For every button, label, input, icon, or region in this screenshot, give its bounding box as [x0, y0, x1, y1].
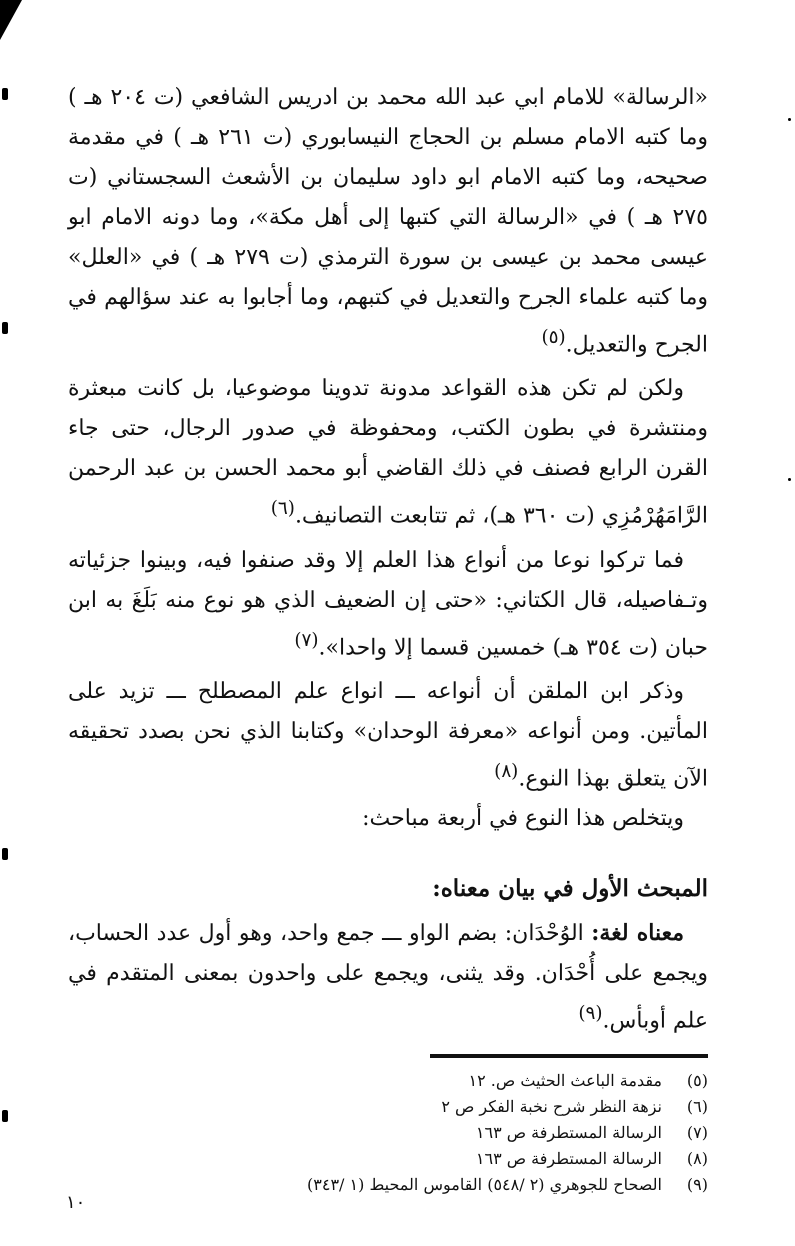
footnote-ref-7: (٧) — [294, 629, 319, 651]
footnote-8: (٨) الرسالة المستطرفة ص ١٦٣ — [475, 1148, 708, 1168]
footnote-ref-8: (٨) — [494, 760, 519, 782]
definition-label: معناه لغة: — [591, 920, 684, 947]
section-heading: المبحث الأول في بيان معناه: — [432, 875, 708, 903]
footnotes — [68, 1068, 708, 1198]
footnote-6: (٦) نزهة النظر شرح نخبة الفكر ص ٢ — [441, 1096, 708, 1116]
footnote-ref-6: (٦) — [270, 498, 295, 520]
footnote-7: (٧) الرسالة المستطرفة ص ١٦٣ — [475, 1122, 708, 1142]
footnote-divider — [430, 1054, 708, 1058]
footnote-ref-5: (٥) — [541, 327, 566, 348]
scan-dot — [788, 118, 791, 121]
footnote-ref-9: (٩) — [578, 1003, 603, 1025]
paragraph-5: ويتخلص هذا النوع في أربعة مباحث: — [362, 806, 684, 832]
definition-paragraph — [68, 913, 708, 1041]
scan-margin-mark — [2, 88, 8, 100]
scan-margin-mark — [2, 1110, 8, 1122]
footnote-9: (٩) الصحاح للجوهري (٢ /٥٤٨) القاموس المحيط (١ /٣٤٣) — [307, 1174, 708, 1194]
document-page — [68, 78, 708, 1198]
scan-corner-mark — [0, 0, 22, 40]
paragraph-2: ولكن لم تكن هذه القواعد مدونة تدوينا موضوعيا، بل كانت مبعثرة ومنتشرة في بطون الكتب، ومحفوظة في صدور الرجال، حتى جاء القرن الرابع فصنف في ذلك القاضي أبو محمد الحسن بن عبد الرحمن الرَّامَهُرْمُزِي (ت ٣٦٠ هـ)، ثم تتابعت التصانيف.$^{(٦)}$ — [68, 376, 708, 529]
paragraph-4: وذكر ابن الملقن أن أنواعه ـــ انواع علم المصطلح ـــ تزيد على المأتين. ومن أنواعه «معرفة الوحدان» وكتابنا الذي نحن بصدد تحقيقه الآن يتعلق بهذا النوع.$^{(٨)}$ — [68, 678, 708, 792]
paragraph-3: فما تركوا نوعا من أنواع هذا العلم إلا وقد صنفوا فيه، وبينوا جزئياته وتـفاصيله، قال الكتاني: «حتى إن الضعيف الذي هو نوع منه بَلَغَ به ابن حبان (ت ٣٥٤ هـ) خمسين قسما إلا واحدا».$^{(٧)}$ — [68, 547, 708, 660]
definition-text: الوُحْدَان: بضم الواو ـــ جمع واحد، وهو أول عدد الحساب، ويجمع على أُحْدَان. وقد يثنى، ويجمع على واحدون بمعنى المتقدم في علم أوبأس. — [68, 921, 708, 1034]
scan-margin-mark — [2, 848, 8, 860]
scan-dot — [788, 478, 791, 481]
paragraph-1: «الرسالة» للامام ابي عبد الله محمد بن ادريس الشافعي (ت ٢٠٤ هـ ) وما كتبه الامام مسلم بن الحجاج النيسابوري (ت ٢٦١ هـ ) في مقدمة صحيحه، وما كتبه الامام ابو داود سليمان بن الأشعث السجستاني (ت ٢٧٥ هـ ) في «الرسالة التي كتبها إلى أهل مكة»، وما دونه الامام ابو عيسى محمد بن عيسى بن سورة الترمذي (ت ٢٧٩ هـ ) في «العلل» وما كتبه علماء الجرح والتعديل في كتبهم، وما أجابوا به عند سؤالهم في الجرح والتعديل.$^{(٥)}$ — [68, 85, 709, 358]
page-number: ١٠ — [66, 1192, 86, 1213]
footnote-5: (٥) مقدمة الباعث الحثيث ص. ١٢ — [468, 1070, 708, 1090]
scan-margin-mark — [2, 322, 8, 334]
